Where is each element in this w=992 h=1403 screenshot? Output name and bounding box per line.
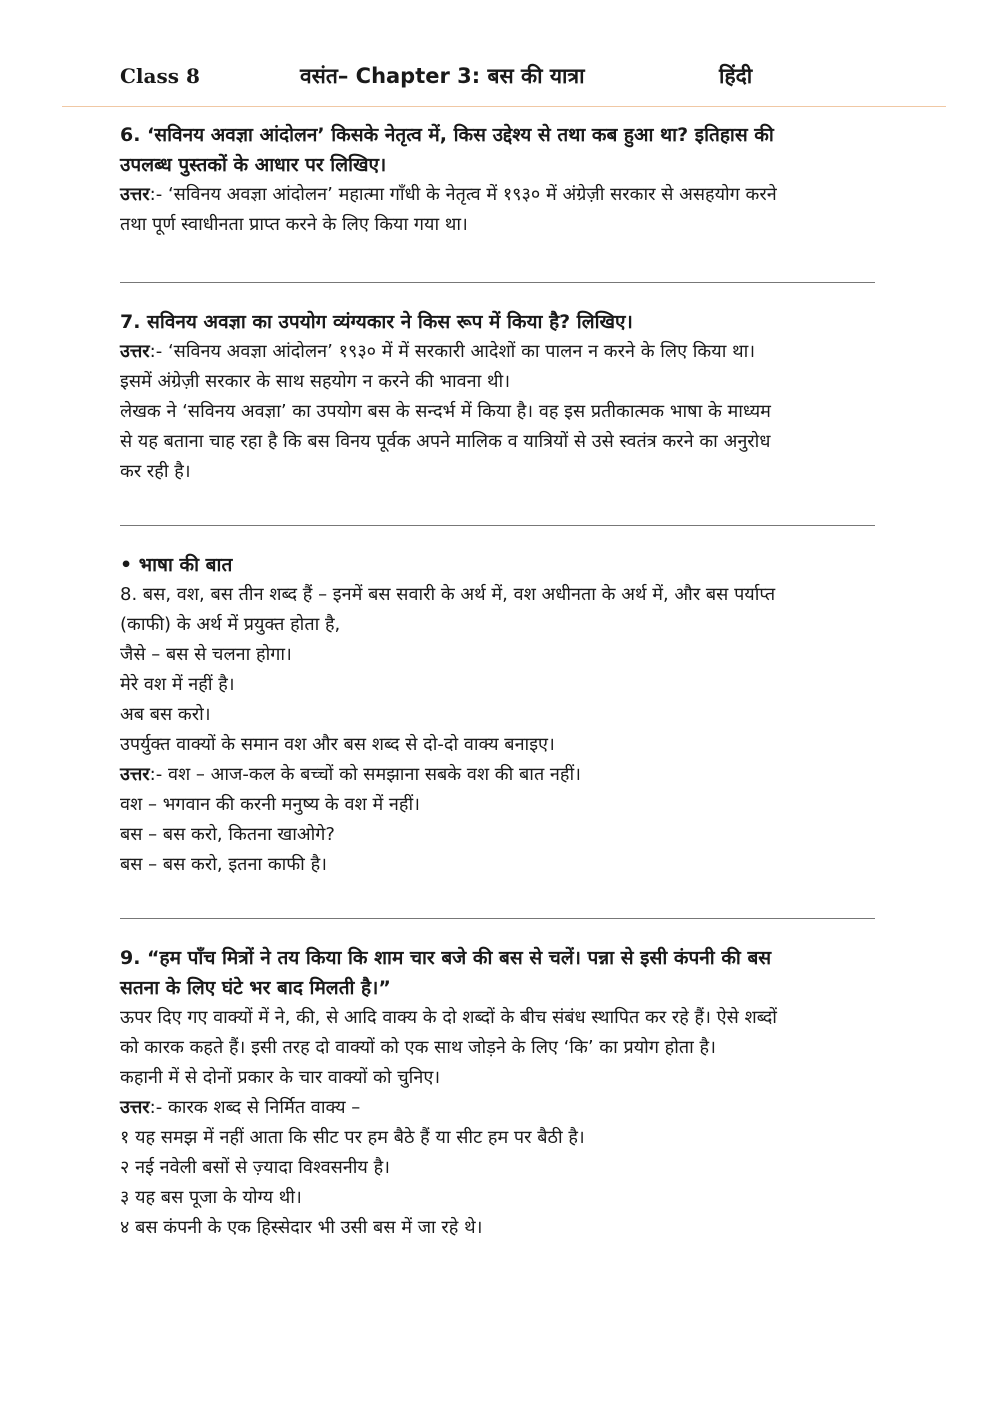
answer-label: उत्तर [120, 184, 150, 205]
class-label: Class 8 [120, 64, 200, 88]
question-7: 7. सविनय अवज्ञा का उपयोग व्यंग्यकार ने किस रूप में किया है? लिखिए। [120, 311, 633, 333]
answer-7-line-5: कर रही है। [120, 461, 191, 482]
answer-6-line-1 [120, 180, 875, 210]
header-divider [62, 106, 946, 107]
bhasha-heading: • भाषा की बात [120, 554, 233, 576]
answer-label: उत्तर [120, 1097, 150, 1118]
example-3: अब बस करो। [120, 704, 211, 725]
question-9-line-1: 9. “हम पाँच मित्रों ने तय किया कि शाम चार बजे की बस से चलें। पन्ना से इसी कंपनी की बस [120, 947, 772, 969]
answer-9-item-1: १ यह समझ में नहीं आता कि सीट पर हम बैठे हैं या सीट हम पर बैठी है। [120, 1127, 585, 1148]
chapter-title: वसंत– Chapter 3: बस की यात्रा [300, 64, 585, 88]
answer-6-text: :- ‘सविनय अवज्ञा आंदोलन’ महात्मा गाँधी के नेतृत्व में १९३० में अंग्रेज़ी सरकार से असहयोग करने [149, 184, 777, 205]
answer-7-text: :- ‘सविनय अवज्ञा आंदोलन’ १९३० में में सरकारी आदेशों का पालन न करने के लिए किया था। [149, 341, 756, 362]
bhasha-section [120, 550, 875, 880]
answer-label: उत्तर [120, 341, 150, 362]
subject-label: हिंदी [719, 64, 753, 88]
answer-8-line-4: बस – बस करो, इतना काफी है। [120, 854, 327, 875]
section-divider [120, 282, 875, 283]
question-6-line-1: 6. ‘सविनय अवज्ञा आंदोलन’ किसके नेतृत्व में, किस उद्देश्य से तथा कब हुआ था? इतिहास की [120, 124, 774, 146]
answer-7-line-4: से यह बताना चाह रहा है कि बस विनय पूर्वक अपने मालिक व यात्रियों से उसे स्वतंत्र करने का अनुरोध [120, 431, 771, 452]
answer-7-line-1 [120, 337, 875, 367]
answer-8-text: :- वश – आज-कल के बच्चों को समझाना सबके वश की बात नहीं। [149, 764, 581, 785]
answer-9-text: :- कारक शब्द से निर्मित वाक्य – [149, 1097, 361, 1118]
question-6-section [120, 120, 875, 240]
question-9-body-1: ऊपर दिए गए वाक्यों में ने, की, से आदि वाक्य के दो शब्दों के बीच संबंध स्थापित कर रहे हैं। ऐसे शब्दों [120, 1007, 777, 1028]
question-9-body-2: को कारक कहते हैं। इसी तरह दो वाक्यों को एक साथ जोड़ने के लिए ‘कि’ का प्रयोग होता है। [120, 1037, 716, 1058]
answer-9-item-4: ४ बस कंपनी के एक हिस्सेदार भी उसी बस में जा रहे थे। [120, 1217, 483, 1238]
section-divider [120, 918, 875, 919]
answer-7-line-2: इसमें अंग्रेज़ी सरकार के साथ सहयोग न करने की भावना थी। [120, 371, 511, 392]
page-header [0, 0, 992, 108]
answer-9-item-2: २ नई नवेली बसों से ज़्यादा विश्वसनीय है। [120, 1157, 390, 1178]
answer-9-item-3: ३ यह बस पूजा के योग्य थी। [120, 1187, 302, 1208]
answer-8-line-1 [120, 760, 875, 790]
answer-6-line-2: तथा पूर्ण स्वाधीनता प्राप्त करने के लिए किया गया था। [120, 214, 468, 235]
answer-9-line-1 [120, 1093, 875, 1123]
section-divider [120, 525, 875, 526]
question-9-section [120, 943, 875, 1243]
question-7-section [120, 307, 875, 487]
answer-8-line-2: वश – भगवान की करनी मनुष्य के वश में नहीं। [120, 794, 420, 815]
question-9-line-2: सतना के लिए घंटे भर बाद मिलती है।” [120, 977, 391, 999]
question-9-body-3: कहानी में से दोनों प्रकार के चार वाक्यों को चुनिए। [120, 1067, 441, 1088]
question-8-line-1: 8. बस, वश, बस तीन शब्द हैं – इनमें बस सवारी के अर्थ में, वश अधीनता के अर्थ में, और बस पर्याप्त [120, 584, 776, 605]
answer-8-line-3: बस – बस करो, कितना खाओगे? [120, 824, 335, 845]
question-8-instruction: उपर्युक्त वाक्यों के समान वश और बस शब्द से दो-दो वाक्य बनाइए। [120, 734, 555, 755]
example-1: जैसे – बस से चलना होगा। [120, 644, 292, 665]
answer-label: उत्तर [120, 764, 150, 785]
example-2: मेरे वश में नहीं है। [120, 674, 235, 695]
question-8-line-2: (काफी) के अर्थ में प्रयुक्त होता है, [120, 614, 341, 635]
question-6-line-2: उपलब्ध पुस्तकों के आधार पर लिखिए। [120, 154, 387, 176]
answer-7-line-3: लेखक ने ‘सविनय अवज्ञा’ का उपयोग बस के सन्दर्भ में किया है। वह इस प्रतीकात्मक भाषा के माध्यम [120, 401, 771, 422]
page-content [120, 120, 875, 1243]
